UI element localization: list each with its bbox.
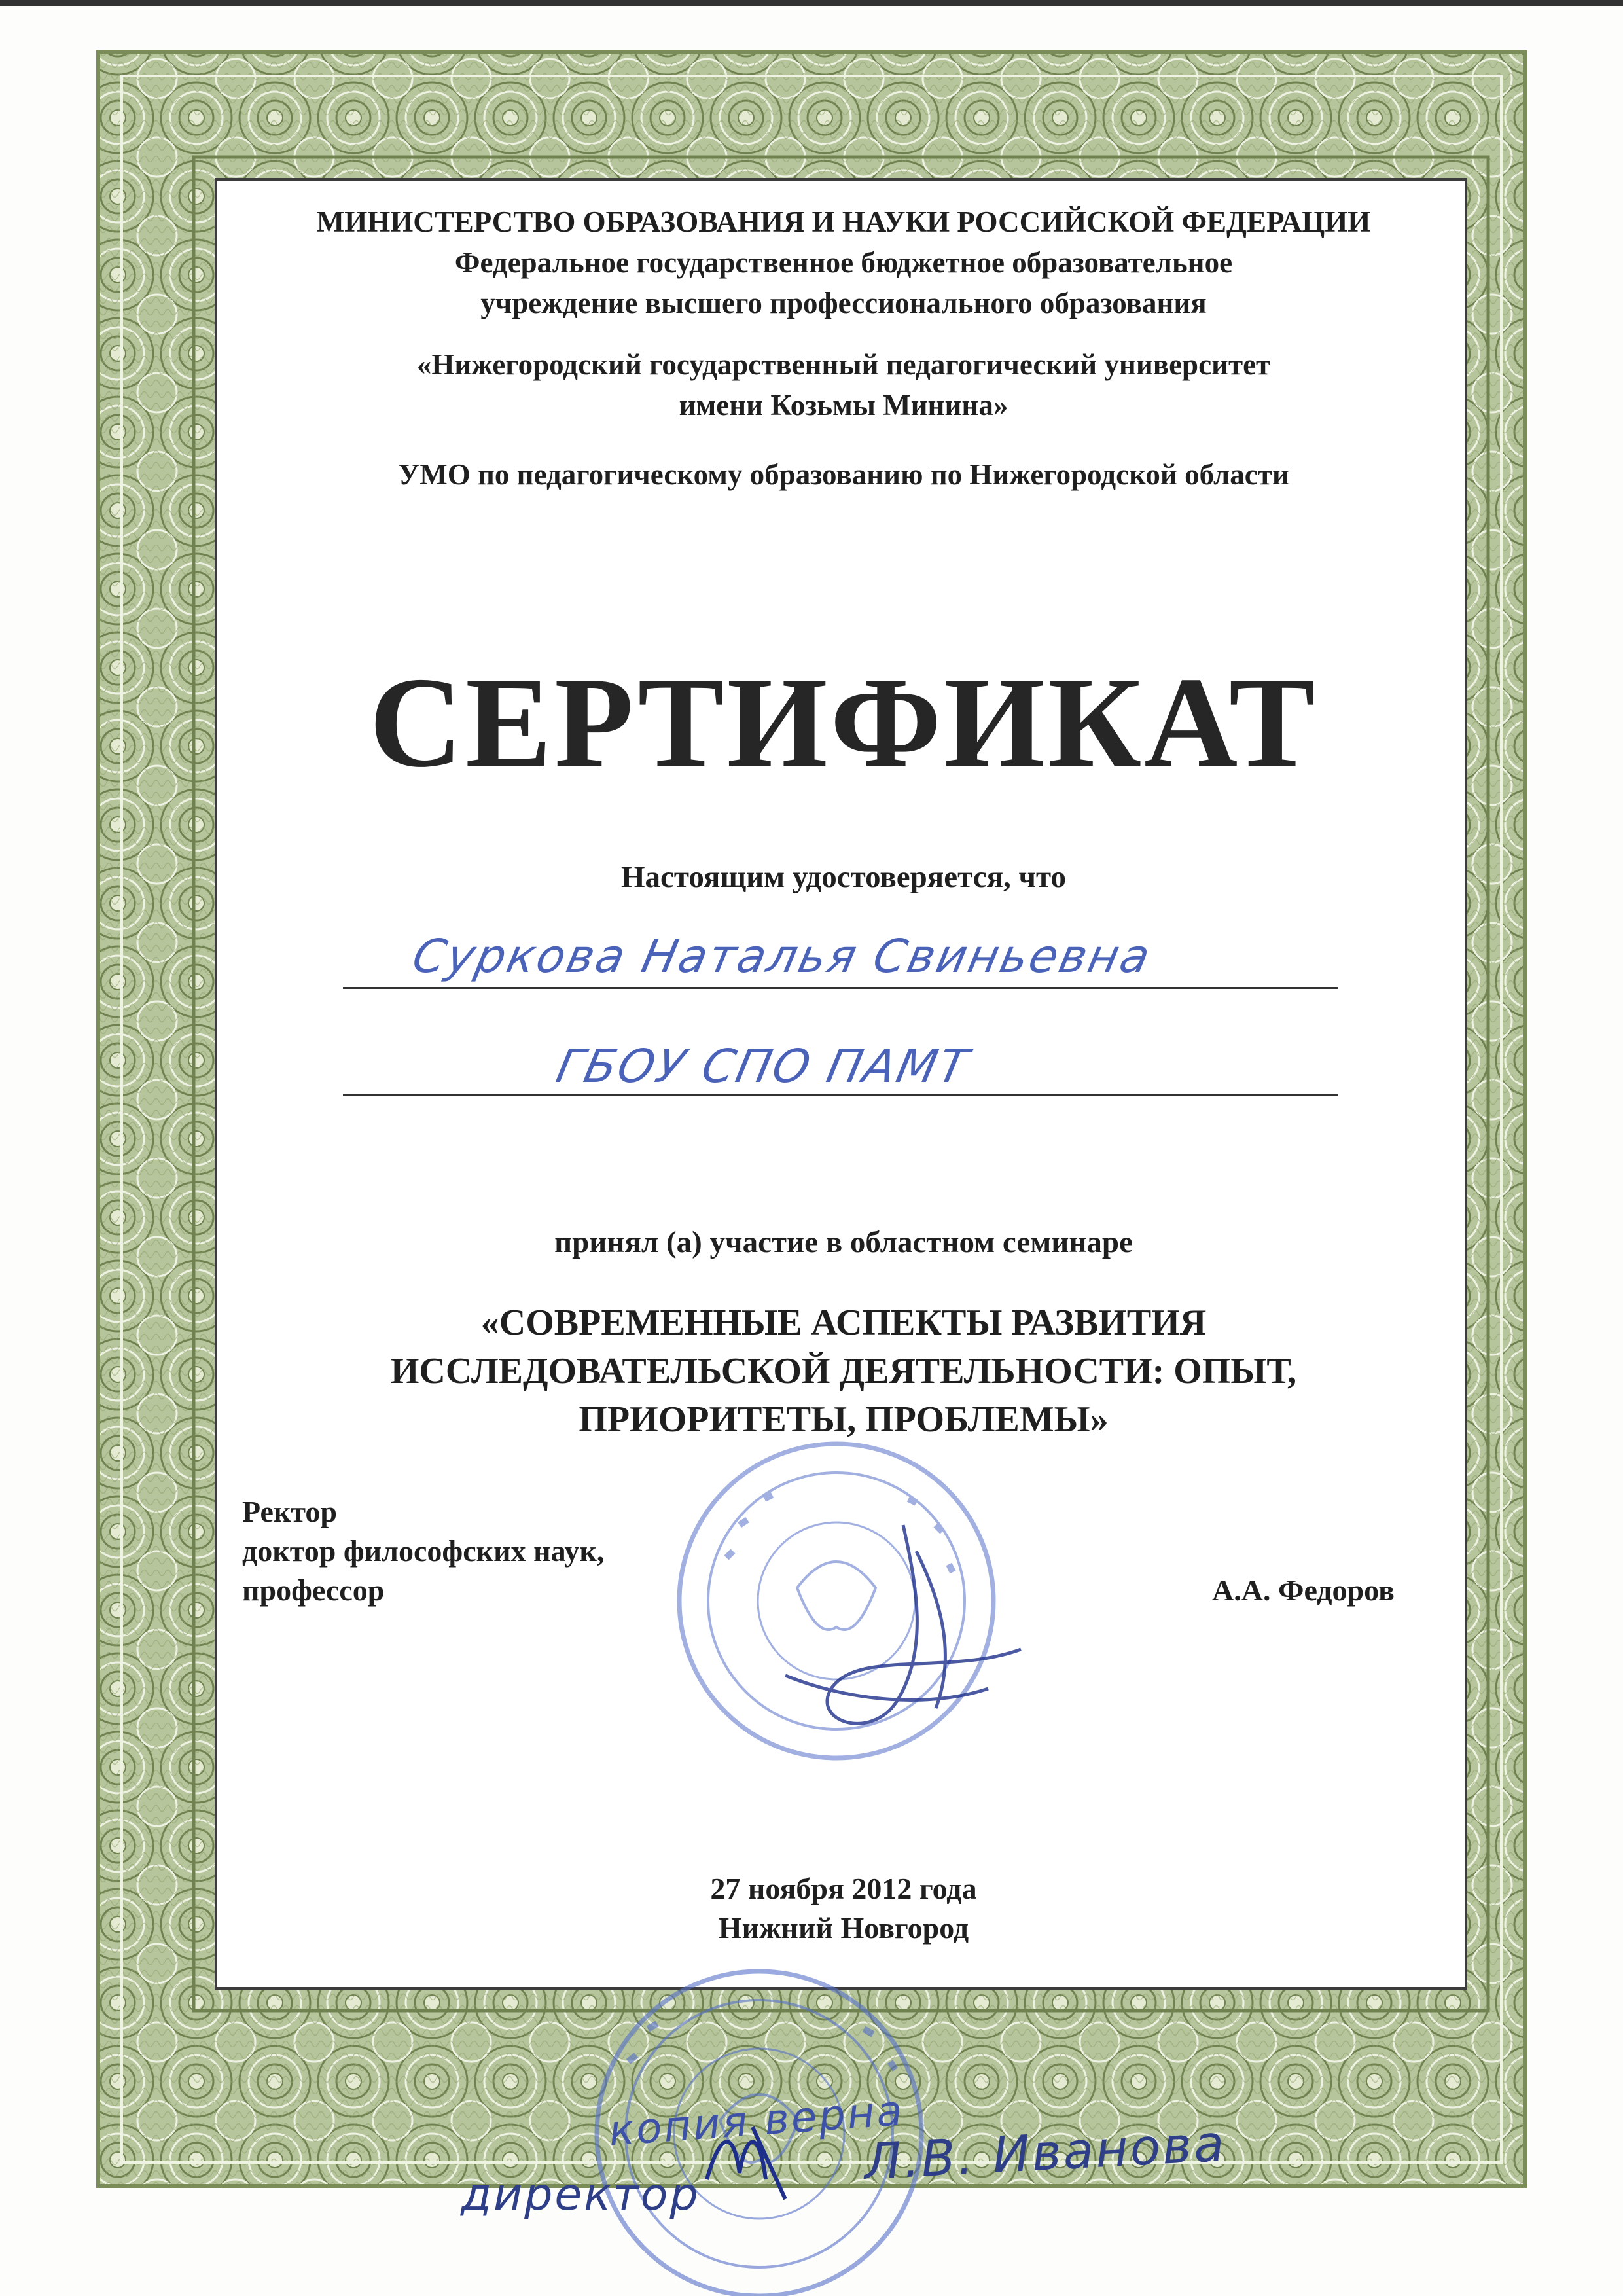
participation-text: принял (а) участие в областном семинаре <box>554 1225 1133 1259</box>
university-name-line1: «Нижегородский государственный педагогический университет <box>416 348 1271 381</box>
recipient-organization: ГБОУ СПО ПАМТ <box>552 1039 975 1093</box>
certify-text: Настоящим удостоверяется, что <box>620 860 1066 894</box>
certificate-body <box>215 178 1467 1990</box>
organization-underline <box>343 1094 1338 1096</box>
university-name-line2: имени Козьмы Минина» <box>679 389 1008 422</box>
institution-type-line2: учреждение высшего профессионального образования <box>480 287 1207 319</box>
signatory-name: А.А. Федоров <box>1212 1573 1395 1607</box>
signatory-rank: профессор <box>242 1573 385 1607</box>
signatory-position: Ректор <box>242 1495 337 1528</box>
institution-type-line1: Федеральное государственное бюджетное образовательное <box>454 246 1233 279</box>
director-label: директор <box>461 2169 700 2221</box>
director-name: Л.В. Иванова <box>863 2113 1228 2191</box>
issue-date: 27 ноября 2012 года <box>710 1872 977 1905</box>
recipient-name: Суркова Наталья Свиньевна <box>408 929 1157 983</box>
umo-line: УМО по педагогическому образованию по Нижегородской области <box>398 458 1289 491</box>
signatory-degree: доктор философских наук, <box>242 1534 605 1568</box>
recipient-name-underline <box>343 987 1338 989</box>
ministry-heading: МИНИСТЕРСТВО ОБРАЗОВАНИЯ И НАУКИ РОССИЙСКОЙ ФЕДЕРАЦИИ <box>316 206 1371 238</box>
seminar-title-line3: ПРИОРИТЕТЫ, ПРОБЛЕМЫ» <box>579 1399 1109 1440</box>
seminar-title-line2: ИССЛЕДОВАТЕЛЬСКОЙ ДЕЯТЕЛЬНОСТИ: ОПЫТ, <box>390 1351 1297 1391</box>
certificate-title: СЕРТИФИКАТ <box>369 651 1318 794</box>
issue-city: Нижний Новгород <box>718 1911 969 1945</box>
copy-certified-note: копия верна <box>607 2087 906 2156</box>
seminar-title-line1: «СОВРЕМЕННЫЕ АСПЕКТЫ РАЗВИТИЯ <box>480 1302 1207 1343</box>
